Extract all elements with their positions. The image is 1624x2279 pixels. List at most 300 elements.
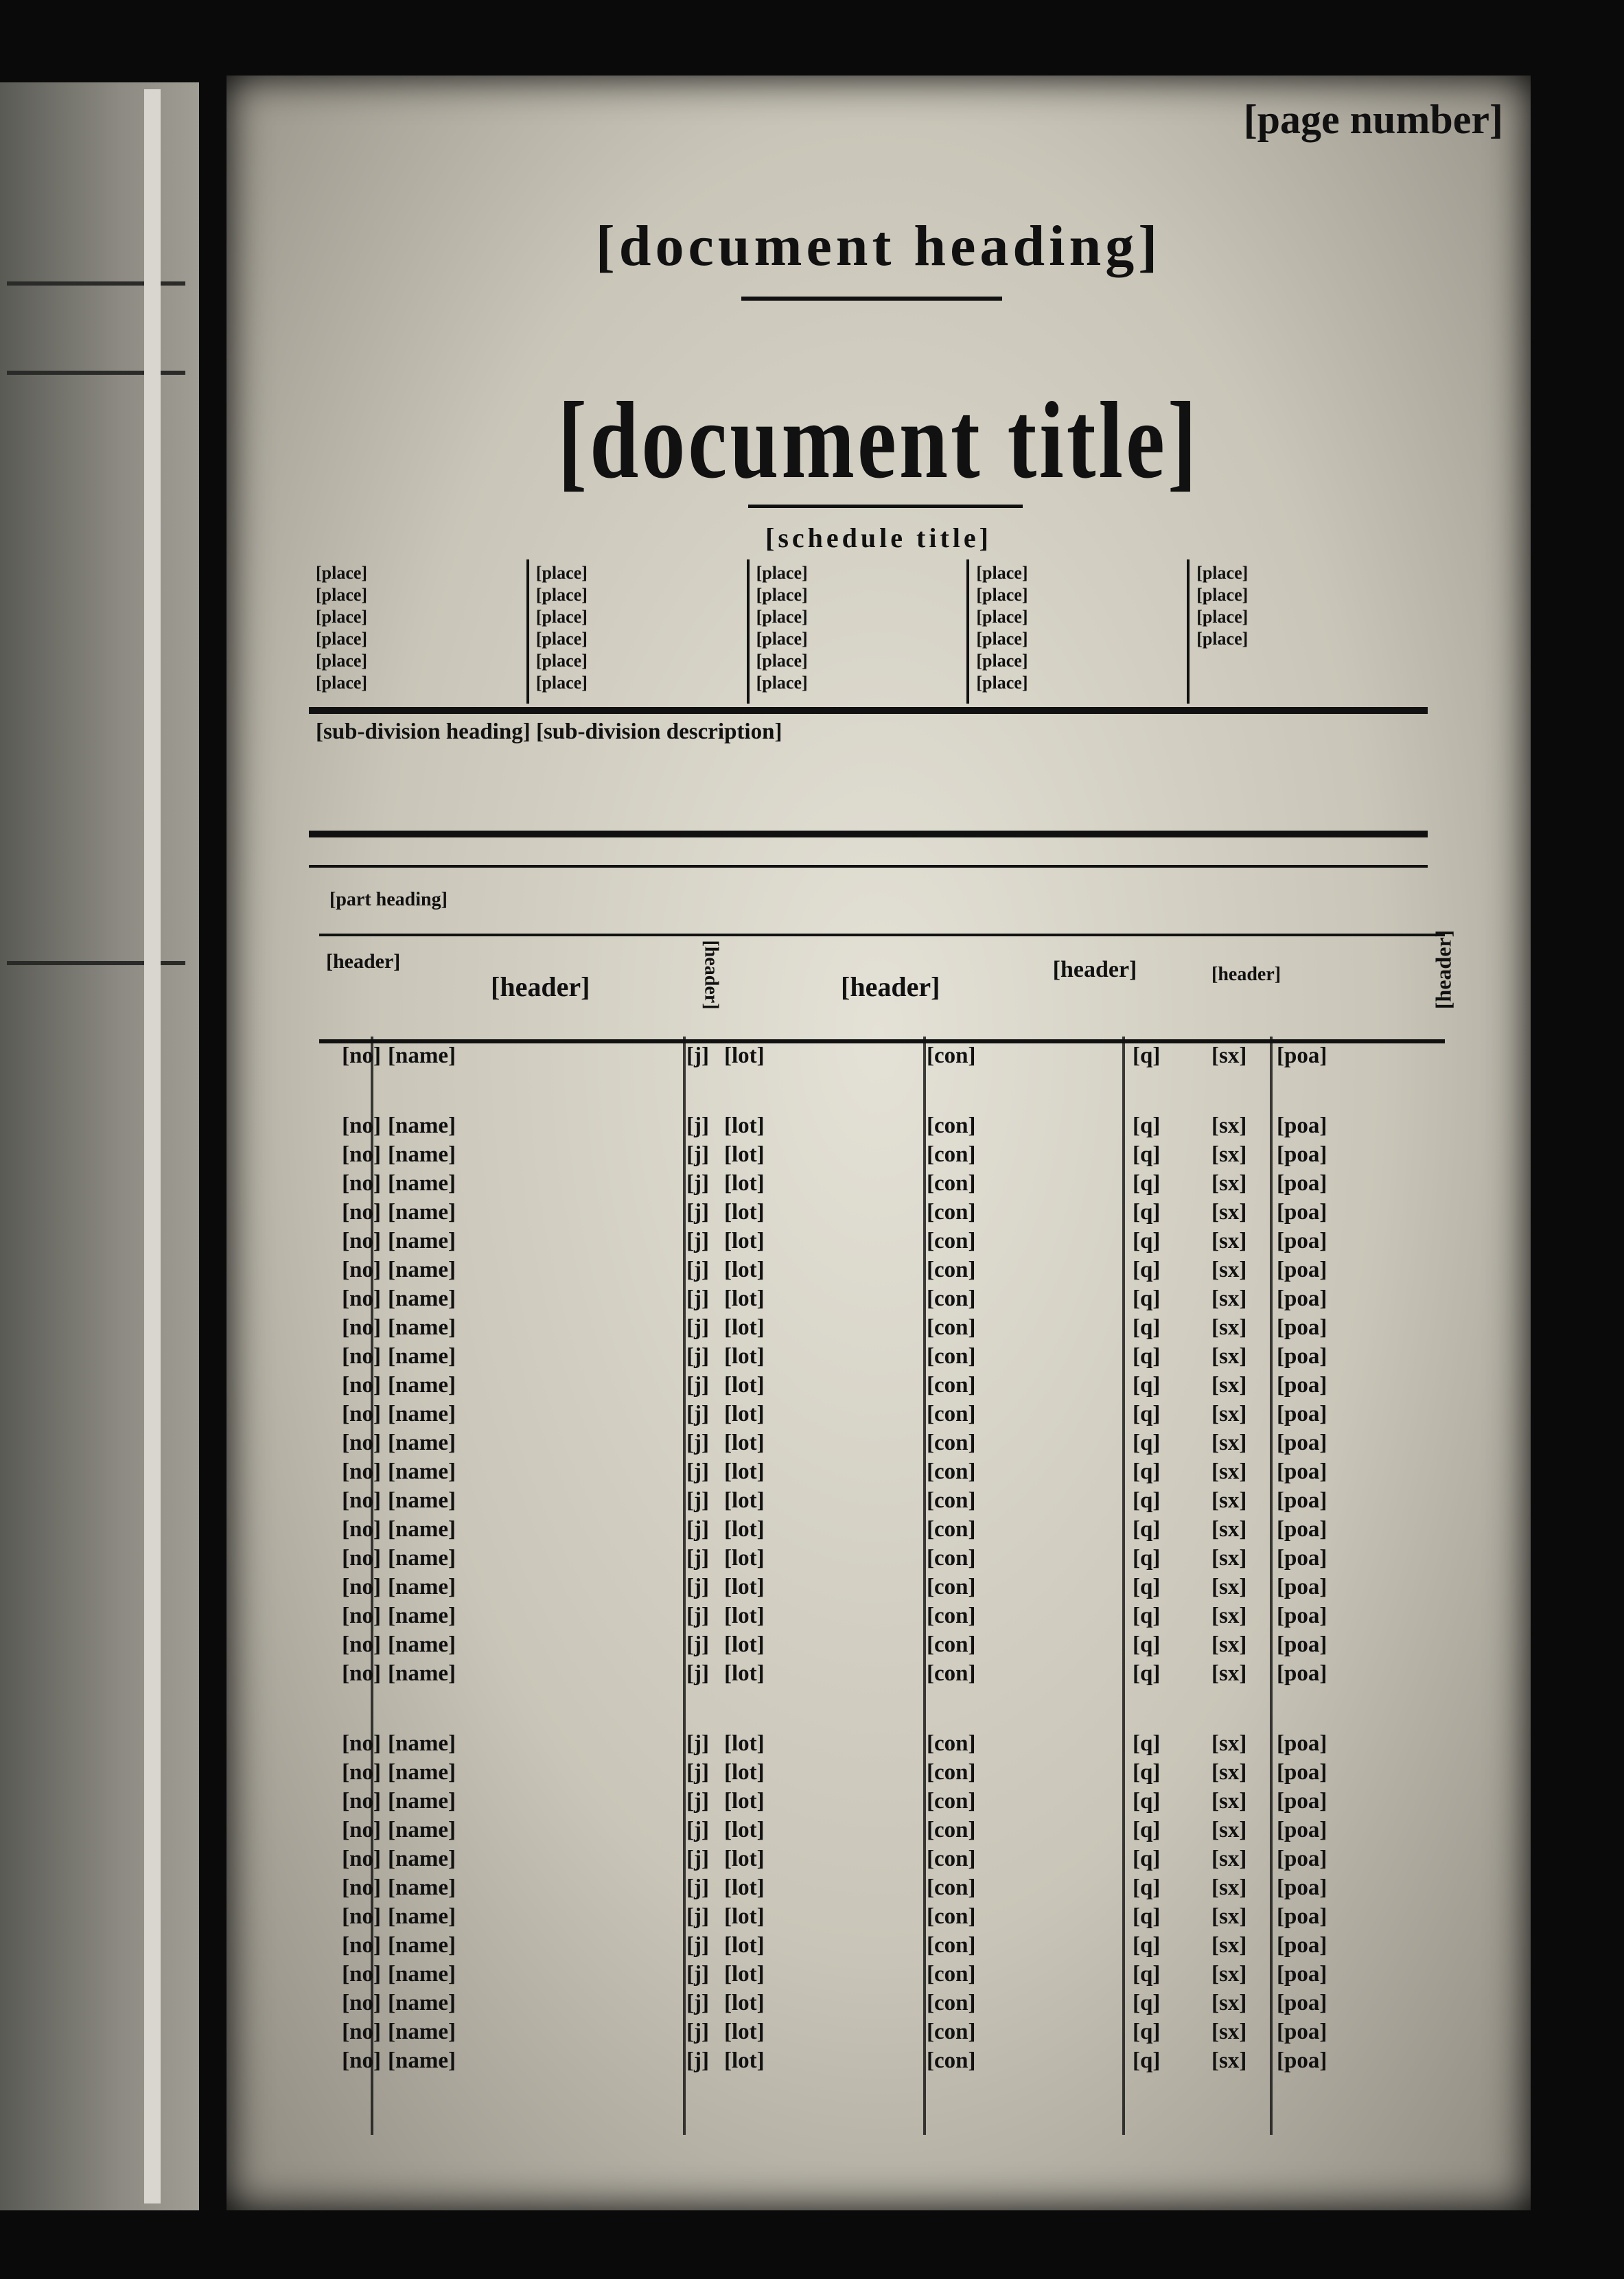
juror-mark: [j] — [686, 1604, 709, 1628]
roll-number: [no] — [342, 1258, 381, 1282]
roll-number: [no] — [342, 1373, 381, 1398]
roll-number: [no] — [342, 1043, 381, 1068]
status: [sx] — [1211, 1661, 1247, 1686]
concession: [con] — [927, 1229, 976, 1253]
lot: [lot] — [724, 1373, 765, 1398]
table-row — [319, 1991, 1445, 2020]
post-office: [poa] — [1277, 1171, 1327, 1196]
lot: [lot] — [724, 1142, 765, 1167]
roll-number: [no] — [342, 1991, 381, 2015]
post-office: [poa] — [1277, 1344, 1327, 1369]
roll-number: [no] — [342, 1113, 381, 1138]
qualification: [q] — [1133, 1991, 1161, 2015]
lot: [lot] — [724, 1200, 765, 1225]
concession: [con] — [927, 1402, 976, 1426]
header-roll-no: [header] — [326, 950, 401, 973]
table-row — [319, 1962, 1445, 1991]
roll-number: [no] — [342, 1315, 381, 1340]
header-qualification: [header] — [1211, 964, 1281, 985]
lot: [lot] — [724, 1488, 765, 1513]
document-heading: [document heading] — [595, 214, 1162, 278]
concession: [con] — [927, 1933, 976, 1958]
voter-name: [name] — [388, 1431, 456, 1455]
juror-mark: [j] — [686, 1142, 709, 1167]
juror-mark: [j] — [686, 1632, 709, 1657]
table-header — [319, 929, 1456, 1043]
post-office: [poa] — [1277, 1604, 1327, 1628]
table-row — [319, 1731, 1445, 1760]
lot: [lot] — [724, 1818, 765, 1842]
concession: [con] — [927, 1661, 976, 1686]
voter-name: [name] — [388, 1661, 456, 1686]
lot: [lot] — [724, 1962, 765, 1987]
qualification: [q] — [1133, 1575, 1161, 1599]
lot: [lot] — [724, 1459, 765, 1484]
qualification: [q] — [1133, 1402, 1161, 1426]
post-office: [poa] — [1277, 1760, 1327, 1785]
juror-mark: [j] — [686, 1171, 709, 1196]
schedule-entry: [place] — [316, 585, 368, 605]
post-office: [poa] — [1277, 1847, 1327, 1871]
roll-number: [no] — [342, 1575, 381, 1599]
juror-mark: [j] — [686, 1286, 709, 1311]
status: [sx] — [1211, 1258, 1247, 1282]
concession: [con] — [927, 1517, 976, 1542]
qualification: [q] — [1133, 1171, 1161, 1196]
lot: [lot] — [724, 1991, 765, 2015]
status: [sx] — [1211, 2020, 1247, 2044]
table-row — [319, 1575, 1445, 1604]
qualification: [q] — [1133, 1632, 1161, 1657]
table-row — [319, 1431, 1445, 1459]
status: [sx] — [1211, 1286, 1247, 1311]
header-concession: [header] — [1052, 957, 1137, 982]
concession: [con] — [927, 1575, 976, 1599]
concession: [con] — [927, 2048, 976, 2073]
juror-mark: [j] — [686, 2020, 709, 2044]
post-office: [poa] — [1277, 1258, 1327, 1282]
qualification: [q] — [1133, 1962, 1161, 1987]
qualification: [q] — [1133, 1847, 1161, 1871]
lot: [lot] — [724, 1171, 765, 1196]
voter-name: [name] — [388, 1875, 456, 1900]
status: [sx] — [1211, 1171, 1247, 1196]
post-office: [poa] — [1277, 1632, 1327, 1657]
document-title: [document title] — [557, 379, 1200, 501]
juror-mark: [j] — [686, 1402, 709, 1426]
voter-name: [name] — [388, 1847, 456, 1871]
concession: [con] — [927, 1431, 976, 1455]
section-rule-thin — [309, 865, 1428, 868]
status: [sx] — [1211, 1431, 1247, 1455]
concession: [con] — [927, 1142, 976, 1167]
status: [sx] — [1211, 1760, 1247, 1785]
status: [sx] — [1211, 1904, 1247, 1929]
roll-number: [no] — [342, 1933, 381, 1958]
part-heading: [part heading] — [329, 889, 448, 910]
schedule-entry: [place] — [535, 673, 588, 693]
lot: [lot] — [724, 1789, 765, 1814]
qualification: [q] — [1133, 2020, 1161, 2044]
table-row — [319, 1847, 1445, 1875]
voter-name: [name] — [388, 1933, 456, 1958]
post-office: [poa] — [1277, 1517, 1327, 1542]
schedule-entry: [place] — [316, 563, 368, 583]
schedule-entry: [place] — [1196, 607, 1249, 627]
voter-name: [name] — [388, 1373, 456, 1398]
schedule-entry: [place] — [316, 651, 368, 671]
qualification: [q] — [1133, 1875, 1161, 1900]
post-office: [poa] — [1277, 1575, 1327, 1599]
voter-name: [name] — [388, 1731, 456, 1756]
table-row — [319, 1373, 1445, 1402]
lot: [lot] — [724, 1043, 765, 1068]
status: [sx] — [1211, 1875, 1247, 1900]
post-office: [poa] — [1277, 1200, 1327, 1225]
schedule-entry: [place] — [756, 629, 808, 649]
schedule-entry: [place] — [535, 629, 588, 649]
voter-name: [name] — [388, 1789, 456, 1814]
status: [sx] — [1211, 1933, 1247, 1958]
juror-mark: [j] — [686, 2048, 709, 2073]
post-office: [poa] — [1277, 2020, 1327, 2044]
juror-mark: [j] — [686, 1847, 709, 1871]
roll-number: [no] — [342, 1200, 381, 1225]
qualification: [q] — [1133, 1604, 1161, 1628]
table-row — [319, 1229, 1445, 1258]
subdivision-heading: [sub-division heading] — [316, 719, 531, 744]
subdivision-description — [316, 717, 1414, 746]
juror-mark: [j] — [686, 1731, 709, 1756]
voter-name: [name] — [388, 1229, 456, 1253]
table-row — [319, 1344, 1445, 1373]
roll-number: [no] — [342, 1488, 381, 1513]
roll-number: [no] — [342, 1517, 381, 1542]
roll-number: [no] — [342, 1661, 381, 1686]
schedule-entry: [place] — [316, 607, 368, 627]
juror-mark: [j] — [686, 1760, 709, 1785]
table-row — [319, 1459, 1445, 1488]
concession: [con] — [927, 1459, 976, 1484]
section-rule — [309, 707, 1428, 714]
schedule-entry: [place] — [756, 563, 808, 583]
table-row — [319, 1286, 1445, 1315]
lot: [lot] — [724, 1315, 765, 1340]
juror-mark: [j] — [686, 1661, 709, 1686]
qualification: [q] — [1133, 1113, 1161, 1138]
status: [sx] — [1211, 1402, 1247, 1426]
post-office: [poa] — [1277, 1373, 1327, 1398]
post-office: [poa] — [1277, 1661, 1327, 1686]
post-office: [poa] — [1277, 1315, 1327, 1340]
status: [sx] — [1211, 1373, 1247, 1398]
header-juror: [header] — [700, 940, 722, 1010]
post-office: [poa] — [1277, 2048, 1327, 2073]
lot: [lot] — [724, 1517, 765, 1542]
voter-name: [name] — [388, 1632, 456, 1657]
qualification: [q] — [1133, 1760, 1161, 1785]
post-office: [poa] — [1277, 1402, 1327, 1426]
roll-number: [no] — [342, 1229, 381, 1253]
qualification: [q] — [1133, 1373, 1161, 1398]
concession: [con] — [927, 1546, 976, 1571]
voters-table — [319, 1043, 1445, 2077]
roll-number: [no] — [342, 1962, 381, 1987]
status: [sx] — [1211, 1459, 1247, 1484]
roll-number: [no] — [342, 1604, 381, 1628]
voter-name: [name] — [388, 1904, 456, 1929]
status: [sx] — [1211, 1546, 1247, 1571]
status: [sx] — [1211, 1789, 1247, 1814]
schedule-entry: [place] — [756, 651, 808, 671]
table-row — [319, 1760, 1445, 1789]
schedule-entry: [place] — [976, 563, 1028, 583]
table-row — [319, 1661, 1445, 1690]
schedule-entry: [place] — [976, 585, 1028, 605]
post-office: [poa] — [1277, 1229, 1327, 1253]
table-row — [319, 1789, 1445, 1818]
qualification: [q] — [1133, 1315, 1161, 1340]
header-poa: [header] — [1430, 929, 1456, 1010]
concession: [con] — [927, 1760, 976, 1785]
schedule-entry: [place] — [316, 673, 368, 693]
roll-number: [no] — [342, 1142, 381, 1167]
schedule-entry: [place] — [535, 651, 588, 671]
voter-name: [name] — [388, 1286, 456, 1311]
status: [sx] — [1211, 1632, 1247, 1657]
schedule-entry: [place] — [756, 673, 808, 693]
post-office: [poa] — [1277, 1546, 1327, 1571]
schedule-column — [309, 559, 526, 704]
status: [sx] — [1211, 1847, 1247, 1871]
status: [sx] — [1211, 1962, 1247, 1987]
lot: [lot] — [724, 1933, 765, 1958]
post-office: [poa] — [1277, 1286, 1327, 1311]
voter-name: [name] — [388, 1604, 456, 1628]
concession: [con] — [927, 1286, 976, 1311]
roll-number: [no] — [342, 1632, 381, 1657]
previous-page-strip — [0, 82, 199, 2210]
concession: [con] — [927, 1962, 976, 1987]
post-office: [poa] — [1277, 1904, 1327, 1929]
status: [sx] — [1211, 1315, 1247, 1340]
concession: [con] — [927, 1818, 976, 1842]
roll-number: [no] — [342, 1431, 381, 1455]
qualification: [q] — [1133, 1258, 1161, 1282]
concession: [con] — [927, 1789, 976, 1814]
qualification: [q] — [1133, 1517, 1161, 1542]
voter-name: [name] — [388, 1575, 456, 1599]
qualification: [q] — [1133, 1142, 1161, 1167]
juror-mark: [j] — [686, 1043, 709, 1068]
concession: [con] — [927, 1043, 976, 1068]
post-office: [poa] — [1277, 1962, 1327, 1987]
juror-mark: [j] — [686, 1962, 709, 1987]
schedule-column — [526, 559, 747, 704]
lot: [lot] — [724, 1546, 765, 1571]
post-office: [poa] — [1277, 1113, 1327, 1138]
voter-name: [name] — [388, 1113, 456, 1138]
schedule-entry: [place] — [535, 585, 588, 605]
schedule-column — [1187, 559, 1407, 704]
lot: [lot] — [724, 1661, 765, 1686]
table-row — [319, 1546, 1445, 1575]
table-row — [319, 1142, 1445, 1171]
status: [sx] — [1211, 1200, 1247, 1225]
post-office: [poa] — [1277, 1142, 1327, 1167]
roll-number: [no] — [342, 2020, 381, 2044]
juror-mark: [j] — [686, 1818, 709, 1842]
post-office: [poa] — [1277, 1431, 1327, 1455]
roll-number: [no] — [342, 1402, 381, 1426]
juror-mark: [j] — [686, 1459, 709, 1484]
juror-mark: [j] — [686, 1875, 709, 1900]
juror-mark: [j] — [686, 1344, 709, 1369]
voter-name: [name] — [388, 1344, 456, 1369]
status: [sx] — [1211, 1517, 1247, 1542]
voter-name: [name] — [388, 1043, 456, 1068]
voter-name: [name] — [388, 1258, 456, 1282]
concession: [con] — [927, 1200, 976, 1225]
post-office: [poa] — [1277, 1875, 1327, 1900]
page-number: [page number] — [1243, 97, 1503, 142]
juror-mark: [j] — [686, 1200, 709, 1225]
juror-mark: [j] — [686, 1575, 709, 1599]
roll-number: [no] — [342, 1731, 381, 1756]
roll-number: [no] — [342, 1875, 381, 1900]
lot: [lot] — [724, 1113, 765, 1138]
concession: [con] — [927, 1904, 976, 1929]
voter-name: [name] — [388, 1962, 456, 1987]
voter-name: [name] — [388, 1991, 456, 2015]
concession: [con] — [927, 1991, 976, 2015]
schedule-entry: [place] — [535, 607, 588, 627]
table-row — [319, 2048, 1445, 2077]
table-row — [319, 1875, 1445, 1904]
voter-name: [name] — [388, 1171, 456, 1196]
concession: [con] — [927, 1315, 976, 1340]
header-lot: [header] — [841, 971, 940, 1002]
post-office-schedule — [309, 559, 1407, 704]
concession: [con] — [927, 1731, 976, 1756]
table-row — [319, 1113, 1445, 1142]
schedule-column — [966, 559, 1187, 704]
table-row — [319, 1933, 1445, 1962]
lot: [lot] — [724, 2020, 765, 2044]
lot: [lot] — [724, 1344, 765, 1369]
concession: [con] — [927, 1344, 976, 1369]
voter-name: [name] — [388, 2020, 456, 2044]
voter-name: [name] — [388, 1315, 456, 1340]
status: [sx] — [1211, 1113, 1247, 1138]
roll-number: [no] — [342, 1546, 381, 1571]
post-office: [poa] — [1277, 1933, 1327, 1958]
lot: [lot] — [724, 1402, 765, 1426]
schedule-entry: [place] — [1196, 585, 1249, 605]
lot: [lot] — [724, 1229, 765, 1253]
roll-number: [no] — [342, 1171, 381, 1196]
juror-mark: [j] — [686, 1113, 709, 1138]
juror-mark: [j] — [686, 1315, 709, 1340]
table-row — [319, 2020, 1445, 2048]
roll-number: [no] — [342, 1904, 381, 1929]
voter-name: [name] — [388, 2048, 456, 2073]
concession: [con] — [927, 1373, 976, 1398]
concession: [con] — [927, 1113, 976, 1138]
juror-mark: [j] — [686, 1933, 709, 1958]
lot: [lot] — [724, 1431, 765, 1455]
lot: [lot] — [724, 1286, 765, 1311]
juror-mark: [j] — [686, 1517, 709, 1542]
concession: [con] — [927, 2020, 976, 2044]
status: [sx] — [1211, 1043, 1247, 1068]
voters-list-page — [227, 76, 1531, 2210]
schedule-entry: [place] — [756, 607, 808, 627]
voter-name: [name] — [388, 1142, 456, 1167]
schedule-column — [747, 559, 967, 704]
qualification: [q] — [1133, 1789, 1161, 1814]
table-row — [319, 1402, 1445, 1431]
table-row — [319, 1200, 1445, 1229]
qualification: [q] — [1133, 1904, 1161, 1929]
status: [sx] — [1211, 1575, 1247, 1599]
status: [sx] — [1211, 1991, 1247, 2015]
schedule-entry: [place] — [976, 629, 1028, 649]
status: [sx] — [1211, 1604, 1247, 1628]
lot: [lot] — [724, 2048, 765, 2073]
table-row — [319, 1904, 1445, 1933]
qualification: [q] — [1133, 1488, 1161, 1513]
qualification: [q] — [1133, 2048, 1161, 2073]
voter-name: [name] — [388, 1200, 456, 1225]
juror-mark: [j] — [686, 1431, 709, 1455]
lot: [lot] — [724, 1875, 765, 1900]
lot: [lot] — [724, 1258, 765, 1282]
juror-mark: [j] — [686, 1258, 709, 1282]
table-row — [319, 1517, 1445, 1546]
table-row — [319, 1043, 1445, 1072]
schedule-entry: [place] — [976, 607, 1028, 627]
schedule-entry: [place] — [316, 629, 368, 649]
qualification: [q] — [1133, 1818, 1161, 1842]
ornamental-rule — [741, 297, 1002, 301]
status: [sx] — [1211, 1488, 1247, 1513]
qualification: [q] — [1133, 1731, 1161, 1756]
table-row — [319, 1258, 1445, 1286]
juror-mark: [j] — [686, 1373, 709, 1398]
qualification: [q] — [1133, 1043, 1161, 1068]
qualification: [q] — [1133, 1229, 1161, 1253]
concession: [con] — [927, 1258, 976, 1282]
schedule-entry: [place] — [756, 585, 808, 605]
voter-name: [name] — [388, 1459, 456, 1484]
voter-name: [name] — [388, 1488, 456, 1513]
roll-number: [no] — [342, 1847, 381, 1871]
lot: [lot] — [724, 1731, 765, 1756]
voter-name: [name] — [388, 1402, 456, 1426]
post-office: [poa] — [1277, 1818, 1327, 1842]
status: [sx] — [1211, 1344, 1247, 1369]
roll-number: [no] — [342, 1459, 381, 1484]
table-row — [319, 1632, 1445, 1661]
juror-mark: [j] — [686, 1229, 709, 1253]
table-row — [319, 1171, 1445, 1200]
lot: [lot] — [724, 1760, 765, 1785]
status: [sx] — [1211, 1142, 1247, 1167]
status: [sx] — [1211, 1229, 1247, 1253]
page-fold — [144, 89, 161, 2203]
status: [sx] — [1211, 1731, 1247, 1756]
